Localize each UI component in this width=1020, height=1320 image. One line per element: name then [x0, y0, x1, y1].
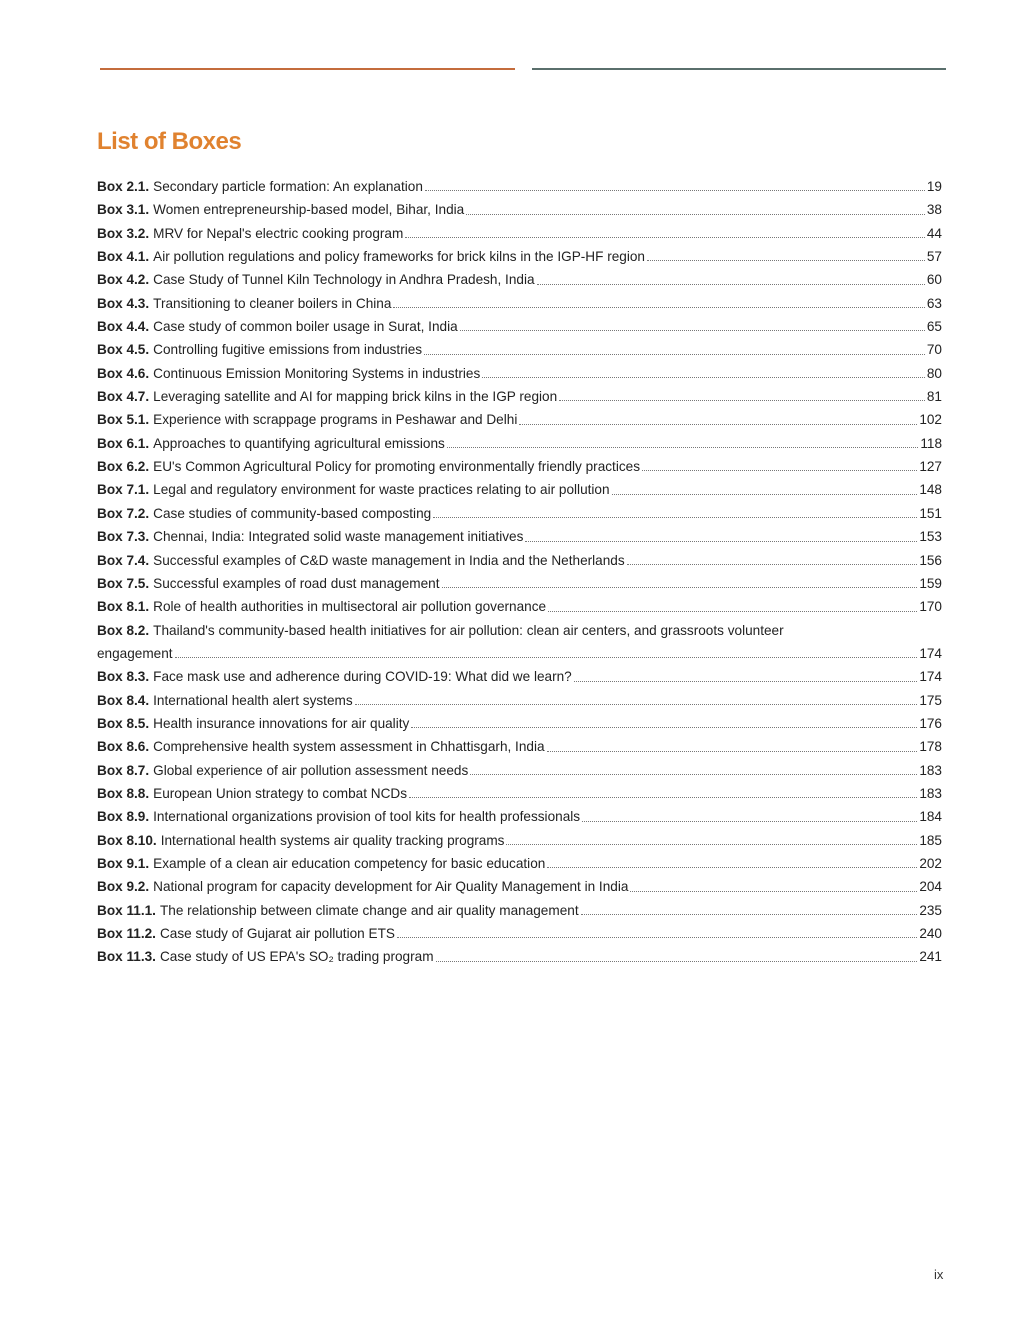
- toc-entry-page: 235: [919, 902, 942, 918]
- toc-entry-page: 102: [919, 412, 942, 428]
- toc-entry-title[interactable]: Face mask use and adherence during COVID-19: What did we learn?: [153, 669, 572, 685]
- toc-entry-page: 57: [926, 249, 942, 265]
- toc-entry-title[interactable]: Successful examples of road dust management: [153, 575, 440, 591]
- toc-entry[interactable]: [97, 945, 942, 968]
- toc-entry-label: Box 4.7.: [97, 389, 150, 405]
- toc-entry-title[interactable]: Case study of common boiler usage in Surat, India: [153, 319, 458, 335]
- dot-leader: [442, 587, 918, 588]
- toc-entry[interactable]: [97, 408, 942, 431]
- toc-entry-label: Box 6.2.: [97, 459, 150, 475]
- dot-leader: [559, 400, 925, 401]
- toc-entry-title[interactable]: Thailand's community-based health initiatives for air pollution: clean air centers, and grassroots volunteer: [153, 622, 784, 638]
- toc-entry-title[interactable]: National program for capacity development for Air Quality Management in India: [153, 879, 629, 895]
- toc-entry-title[interactable]: International organizations provision of tool kits for health professionals: [153, 809, 581, 825]
- dot-leader: [175, 657, 918, 658]
- dot-leader: [424, 354, 925, 355]
- toc-entry[interactable]: [97, 315, 942, 338]
- toc-entry-title[interactable]: Approaches to quantifying agricultural emissions: [153, 435, 445, 451]
- dot-leader: [470, 774, 917, 775]
- toc-entry-page: 153: [919, 529, 942, 545]
- toc-entry-page: 202: [919, 855, 942, 871]
- toc-entry-label: Box 4.6.: [97, 365, 150, 381]
- header-rule-right: [532, 68, 946, 70]
- toc-entry[interactable]: [97, 292, 942, 315]
- dot-leader: [355, 704, 918, 705]
- toc-entry-title[interactable]: Women entrepreneurship-based model, Bihar, India: [153, 202, 465, 218]
- toc-entry-title[interactable]: International health systems air quality tracking programs: [160, 832, 505, 848]
- toc-entry[interactable]: [97, 712, 942, 735]
- toc-entry-label: Box 2.1.: [97, 179, 150, 194]
- toc-entry[interactable]: [97, 198, 942, 221]
- dot-leader: [447, 447, 919, 448]
- toc-entry-title[interactable]: Case study of US EPA's SO₂ trading program: [159, 949, 434, 965]
- toc-entry-label: Box 11.2.: [97, 926, 156, 941]
- toc-entry-title[interactable]: Example of a clean air education competency for basic education: [153, 855, 546, 871]
- toc-entry-page: 183: [919, 762, 942, 778]
- toc-entry-title[interactable]: Comprehensive health system assessment in Chhattisgarh, India: [153, 739, 545, 755]
- toc-entry-title[interactable]: Air pollution regulations and policy frameworks for brick kilns in the IGP-HF region: [153, 249, 645, 265]
- toc-entry[interactable]: [97, 502, 942, 525]
- toc-entry[interactable]: [97, 782, 942, 805]
- toc-entry[interactable]: [97, 245, 942, 268]
- toc-entry[interactable]: [97, 759, 942, 782]
- toc-entry-page: 170: [919, 599, 942, 615]
- toc-entry-title-cont: engagement: [97, 645, 173, 661]
- toc-entry-page: 178: [919, 739, 942, 755]
- dot-leader: [581, 914, 918, 915]
- toc-entry-page: 175: [919, 692, 942, 708]
- dot-leader: [460, 330, 925, 331]
- toc-entry-page: 60: [926, 272, 942, 288]
- toc-entry[interactable]: [97, 268, 942, 291]
- toc-entry-label: Box 8.6.: [97, 739, 150, 755]
- toc-entry[interactable]: [97, 875, 942, 898]
- toc-entry-title[interactable]: EU's Common Agricultural Policy for promoting environmentally friendly practices: [153, 459, 641, 475]
- toc-entry-title[interactable]: European Union strategy to combat NCDs: [153, 785, 408, 801]
- toc-entry-page: 240: [919, 926, 942, 941]
- toc-entry-title[interactable]: Case study of Gujarat air pollution ETS: [159, 926, 395, 941]
- toc-entry-title[interactable]: Experience with scrappage programs in Peshawar and Delhi: [153, 412, 518, 428]
- toc-entry-label: Box 8.5.: [97, 715, 150, 731]
- toc-entry[interactable]: [97, 549, 942, 572]
- toc-entry[interactable]: [97, 899, 942, 922]
- dot-leader: [627, 564, 918, 565]
- toc-entry-page: 148: [919, 482, 942, 498]
- toc-entry-label: Box 7.2.: [97, 505, 150, 521]
- toc-entry-label: Box 7.5.: [97, 575, 150, 591]
- toc-entry-page: 118: [920, 435, 942, 451]
- toc-entry[interactable]: [97, 852, 942, 875]
- dot-leader: [409, 797, 917, 798]
- toc-entry[interactable]: [97, 735, 942, 758]
- toc-entry-label: Box 5.1.: [97, 412, 150, 428]
- toc-entry-label: Box 6.1.: [97, 435, 150, 451]
- dot-leader: [547, 867, 917, 868]
- toc-entry-label: Box 4.2.: [97, 272, 150, 288]
- page-number: ix: [934, 1267, 944, 1282]
- dot-leader: [425, 190, 925, 191]
- toc-entry-title[interactable]: Controlling fugitive emissions from industries: [153, 342, 423, 358]
- toc-entry-title[interactable]: Global experience of air pollution assessment needs: [153, 762, 469, 778]
- dot-leader: [466, 214, 925, 215]
- dot-leader: [482, 377, 925, 378]
- toc-entry-label: Box 4.1.: [97, 249, 150, 265]
- dot-leader: [393, 307, 924, 308]
- toc-entry[interactable]: [97, 829, 942, 852]
- toc-entry-label: Box 4.4.: [97, 319, 150, 335]
- toc-entry-title[interactable]: Continuous Emission Monitoring Systems in industries: [153, 365, 481, 381]
- toc-entry-label: Box 8.4.: [97, 692, 150, 708]
- toc-entry-page: 185: [919, 832, 942, 848]
- toc-entry-title[interactable]: Case Study of Tunnel Kiln Technology in Andhra Pradesh, India: [153, 272, 535, 288]
- dot-leader: [642, 470, 917, 471]
- toc-entry-page: 183: [919, 785, 942, 801]
- toc-entry-page: 156: [919, 552, 942, 568]
- dot-leader: [506, 844, 917, 845]
- toc-entry-label: Box 7.3.: [97, 529, 150, 545]
- toc-entry[interactable]: [97, 619, 942, 666]
- toc-entry[interactable]: [97, 478, 942, 501]
- toc-entry[interactable]: [97, 595, 942, 618]
- toc-entry-page: 63: [926, 295, 942, 311]
- toc-entry-label: Box 7.4.: [97, 552, 150, 568]
- toc-entry-label: Box 9.2.: [97, 879, 150, 895]
- toc-entry[interactable]: [97, 385, 942, 408]
- toc-entry-title[interactable]: International health alert systems: [153, 692, 353, 708]
- list-of-boxes: [97, 175, 942, 969]
- dot-leader: [411, 727, 917, 728]
- toc-entry-page: 176: [919, 715, 942, 731]
- toc-entry-title[interactable]: Legal and regulatory environment for waste practices relating to air pollution: [153, 482, 610, 498]
- dot-leader: [537, 284, 925, 285]
- dot-leader: [405, 237, 925, 238]
- toc-entry-page: 81: [926, 389, 942, 405]
- page-title: List of Boxes: [97, 128, 242, 155]
- toc-entry-page: 151: [919, 505, 942, 521]
- toc-entry-title[interactable]: Chennai, India: Integrated solid waste management initiatives: [153, 529, 524, 545]
- toc-entry-page: 80: [926, 365, 942, 381]
- toc-entry-label: Box 8.10.: [97, 832, 157, 848]
- toc-entry-label: Box 8.1.: [97, 599, 150, 615]
- toc-entry-title[interactable]: Transitioning to cleaner boilers in China: [153, 295, 392, 311]
- toc-entry-label: Box 8.3.: [97, 669, 150, 685]
- toc-entry-page: 19: [926, 179, 942, 194]
- toc-entry-page: 184: [919, 809, 942, 825]
- toc-entry[interactable]: [97, 572, 942, 595]
- toc-entry-title[interactable]: Health insurance innovations for air quality: [153, 715, 410, 731]
- dot-leader: [519, 424, 917, 425]
- toc-entry[interactable]: [97, 455, 942, 478]
- toc-entry-label: Box 4.3.: [97, 295, 150, 311]
- toc-entry-title[interactable]: MRV for Nepal's electric cooking program: [153, 225, 404, 241]
- dot-leader: [630, 891, 917, 892]
- dot-leader: [612, 494, 918, 495]
- toc-entry[interactable]: [97, 432, 942, 455]
- toc-entry[interactable]: [97, 805, 942, 828]
- toc-entry[interactable]: [97, 175, 942, 198]
- toc-entry-page: 44: [926, 225, 942, 241]
- dot-leader: [574, 681, 918, 682]
- toc-entry-label: Box 8.8.: [97, 785, 150, 801]
- toc-entry[interactable]: [97, 338, 942, 361]
- toc-entry-label: Box 9.1.: [97, 855, 150, 871]
- dot-leader: [547, 751, 918, 752]
- dot-leader: [548, 611, 917, 612]
- dot-leader: [397, 937, 917, 938]
- dot-leader: [647, 260, 925, 261]
- toc-entry-page: 65: [926, 319, 942, 335]
- toc-entry-label: Box 11.1.: [97, 902, 156, 918]
- toc-entry[interactable]: [97, 525, 942, 548]
- toc-entry-page: 159: [919, 575, 942, 591]
- toc-entry[interactable]: [97, 922, 942, 945]
- toc-entry-page: 174: [919, 645, 942, 661]
- toc-entry-page: 241: [919, 949, 942, 965]
- toc-entry-title[interactable]: Case studies of community-based composting: [153, 505, 432, 521]
- toc-entry-title[interactable]: Role of health authorities in multisectoral air pollution governance: [153, 599, 547, 615]
- toc-entry[interactable]: [97, 689, 942, 712]
- toc-entry-label: Box 11.3.: [97, 949, 156, 965]
- dot-leader: [436, 961, 918, 962]
- toc-entry-page: 174: [919, 669, 942, 685]
- toc-entry-label: Box 4.5.: [97, 342, 150, 358]
- toc-entry-page: 127: [919, 459, 942, 475]
- toc-entry[interactable]: [97, 665, 942, 688]
- toc-entry-label: Box 8.9.: [97, 809, 150, 825]
- toc-entry-title[interactable]: Leveraging satellite and AI for mapping brick kilns in the IGP region: [153, 389, 558, 405]
- toc-entry-label: Box 8.7.: [97, 762, 150, 778]
- toc-entry[interactable]: [97, 222, 942, 245]
- toc-entry-label: Box 3.1.: [97, 202, 150, 218]
- toc-entry-label: Box 3.2.: [97, 225, 150, 241]
- dot-leader: [525, 541, 917, 542]
- toc-entry-title[interactable]: Secondary particle formation: An explanation: [153, 179, 423, 194]
- toc-entry-title[interactable]: Successful examples of C&D waste management in India and the Netherlands: [153, 552, 625, 568]
- dot-leader: [433, 517, 917, 518]
- toc-entry-label: Box 8.2.: [97, 622, 150, 638]
- toc-entry-continuation: [97, 642, 942, 665]
- toc-entry-page: 204: [919, 879, 942, 895]
- toc-entry-page: 38: [926, 202, 942, 218]
- toc-entry-label: Box 7.1.: [97, 482, 150, 498]
- dot-leader: [582, 821, 917, 822]
- header-rule-left: [100, 68, 515, 70]
- toc-entry[interactable]: [97, 362, 942, 385]
- toc-entry-title[interactable]: The relationship between climate change and air quality management: [159, 902, 579, 918]
- toc-entry-page: 70: [926, 342, 942, 358]
